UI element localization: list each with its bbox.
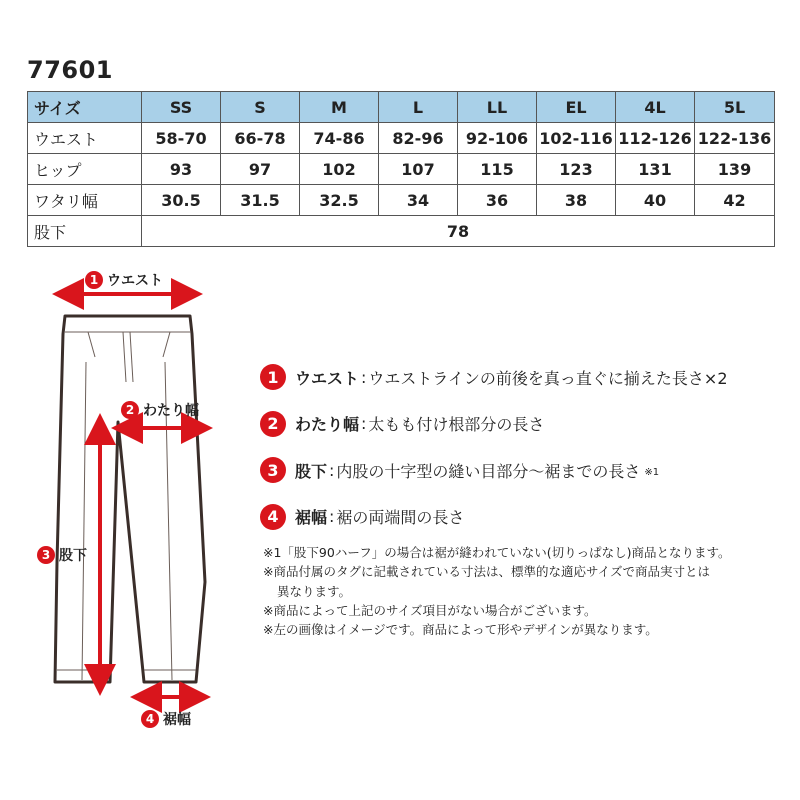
legend-item-hem: 4 裾幅 : 裾の両端間の長さ [260,504,728,530]
size-header-cell: 4L [616,92,695,123]
diagram-label-waist: 1 ウエスト [85,270,163,290]
size-header-cell: LL [458,92,537,123]
size-value-cell: 74-86 [300,123,379,154]
legend-badge: 3 [260,457,286,483]
size-value-cell: 36 [458,185,537,216]
legend-item-waist: 1 ウエスト : ウエストラインの前後を真っ直ぐに揃えた長さ×2 [260,364,728,390]
size-value-cell: 122-136 [695,123,775,154]
size-table-row [28,185,775,216]
size-value-cell: 40 [616,185,695,216]
row-label: ウエスト [28,123,142,154]
row-label: ワタリ幅 [28,185,142,216]
size-table [27,91,775,247]
size-header-cell: S [221,92,300,123]
note-4: ※左の画像はイメージです。商品によって形やデザインが異なります。 [263,622,658,638]
badge-4: 4 [141,710,159,728]
size-value-cell: 112-126 [616,123,695,154]
size-header-cell: M [300,92,379,123]
size-value-cell: 123 [537,154,616,185]
legend-badge: 1 [260,364,286,390]
diagram-label-hem: 4 裾幅 [141,709,191,729]
note-1: ※1「股下90ハーフ」の場合は裾が縫われていない(切りっぱなし)商品となります。 [263,545,731,560]
diagram-label-thigh: 2 わたり幅 [121,400,199,420]
legend-badge: 2 [260,411,286,437]
size-table-header-row [28,92,775,123]
size-value-cell: 58-70 [142,123,221,154]
size-value-cell: 30.5 [142,185,221,216]
size-header-label: サイズ [28,92,142,123]
product-code: 77601 [27,56,113,84]
legend-item-thigh: 2 わたり幅 : 太もも付け根部分の長さ [260,411,728,437]
size-table-row [28,123,775,154]
size-value-cell: 31.5 [221,185,300,216]
size-value-cell: 32.5 [300,185,379,216]
size-value-cell: 42 [695,185,775,216]
legend-item-inseam: 3 股下 : 内股の十字型の縫い目部分～裾までの長さ ※1 [260,457,728,483]
note-2: ※商品付属のタグに記載されている寸法は、標準的な適応サイズで商品実寸とは [263,564,710,580]
size-value-cell: 97 [221,154,300,185]
size-header-cell: EL [537,92,616,123]
size-header-cell: L [379,92,458,123]
pants-diagram [0,262,250,742]
badge-3: 3 [37,546,55,564]
size-value-cell: 38 [537,185,616,216]
notes [263,543,773,639]
note-2-cont: 異なります。 [277,583,352,599]
size-value-cell: 102 [300,154,379,185]
size-value-cell: 131 [616,154,695,185]
note-3: ※商品によって上記のサイズ項目がない場合がございます。 [263,602,597,618]
size-header-cell: 5L [695,92,775,123]
size-value-cell: 34 [379,185,458,216]
size-table-row-inseam [28,216,775,247]
size-value-cell: 139 [695,154,775,185]
size-header-cell: SS [142,92,221,123]
row-label: ヒップ [28,154,142,185]
inseam-value: 78 [142,216,775,247]
size-value-cell: 107 [379,154,458,185]
diagram-label-inseam: 3 股下 [37,545,87,565]
row-label: 股下 [28,216,142,247]
size-value-cell: 93 [142,154,221,185]
measurement-legend [260,364,728,550]
badge-1: 1 [85,271,103,289]
pants-outline [55,316,205,682]
size-value-cell: 92-106 [458,123,537,154]
size-table-row [28,154,775,185]
size-value-cell: 115 [458,154,537,185]
size-value-cell: 82-96 [379,123,458,154]
legend-badge: 4 [260,504,286,530]
badge-2: 2 [121,401,139,419]
size-value-cell: 66-78 [221,123,300,154]
footnote-mark: ※1 [644,466,660,478]
size-value-cell: 102-116 [537,123,616,154]
